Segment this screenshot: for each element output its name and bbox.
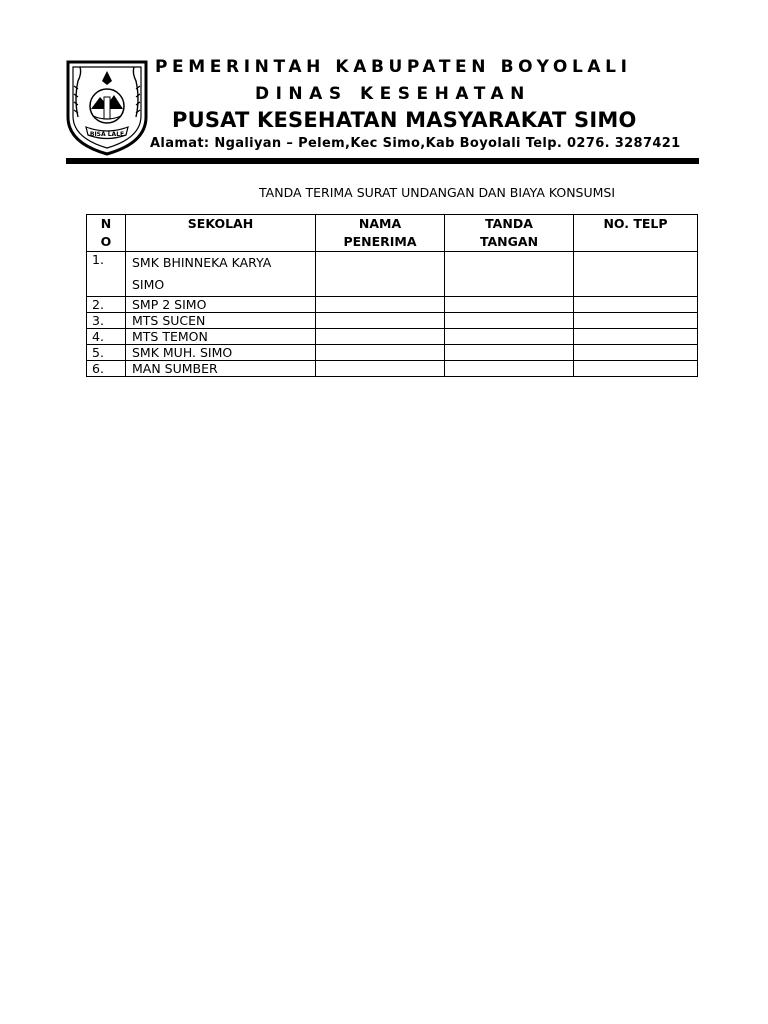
receipt-table — [86, 214, 698, 377]
header-no-line2: O — [100, 234, 112, 249]
table-row — [87, 297, 698, 313]
svg-text:BISA LALE: BISA LALE — [89, 131, 125, 138]
header-sekolah: SEKOLAH — [126, 215, 316, 252]
row-number: 4. — [87, 329, 126, 345]
row-number: 2. — [87, 297, 126, 313]
school-name — [126, 252, 316, 297]
signature-cell[interactable] — [445, 345, 574, 361]
table-header-row — [87, 215, 698, 252]
header-no-telp: NO. TELP — [574, 215, 698, 252]
header-tanda-line1: TANDA — [485, 216, 533, 231]
school-name-line2: SIMO — [132, 277, 165, 292]
school-name: MAN SUMBER — [126, 361, 316, 377]
row-number: 1. — [87, 252, 126, 297]
row-number: 3. — [87, 313, 126, 329]
health-center-name: PUSAT KESEHATAN MASYARAKAT SIMO — [172, 108, 637, 132]
boyolali-regency-emblem — [64, 59, 150, 157]
table-row — [87, 329, 698, 345]
school-name: MTS TEMON — [126, 329, 316, 345]
document-title: TANDA TERIMA SURAT UNDANGAN DAN BIAYA KONSUMSI — [259, 185, 616, 200]
row-number: 6. — [87, 361, 126, 377]
table-row — [87, 361, 698, 377]
school-name: SMP 2 SIMO — [126, 297, 316, 313]
agency-name: DINAS KESEHATAN — [255, 84, 531, 104]
header-no-line1: N — [100, 216, 112, 231]
recipient-name-cell[interactable] — [316, 252, 445, 297]
signature-cell[interactable] — [445, 252, 574, 297]
phone-cell[interactable] — [574, 361, 698, 377]
table-row — [87, 313, 698, 329]
recipient-name-cell[interactable] — [316, 329, 445, 345]
header-nama-line2: PENERIMA — [343, 234, 417, 249]
recipient-name-cell[interactable] — [316, 313, 445, 329]
phone-cell[interactable] — [574, 297, 698, 313]
row-number: 5. — [87, 345, 126, 361]
phone-cell[interactable] — [574, 252, 698, 297]
school-name: MTS SUCEN — [126, 313, 316, 329]
school-name: SMK MUH. SIMO — [126, 345, 316, 361]
recipient-name-cell[interactable] — [316, 345, 445, 361]
header-no — [87, 215, 126, 252]
address-line: Alamat: Ngaliyan – Pelem,Kec Simo,Kab Boyolali Telp. 0276. 3287421 — [150, 136, 681, 151]
school-name-line1: SMK BHINNEKA KARYA — [132, 255, 272, 270]
header-nama-penerima — [316, 215, 445, 252]
table-row — [87, 345, 698, 361]
phone-cell[interactable] — [574, 313, 698, 329]
government-name: PEMERINTAH KABUPATEN BOYOLALI — [155, 57, 632, 77]
signature-cell[interactable] — [445, 297, 574, 313]
phone-cell[interactable] — [574, 345, 698, 361]
signature-cell[interactable] — [445, 329, 574, 345]
recipient-name-cell[interactable] — [316, 297, 445, 313]
header-tanda-line2: TANGAN — [479, 234, 539, 249]
signature-cell[interactable] — [445, 361, 574, 377]
header-nama-line1: NAMA — [358, 216, 402, 231]
recipient-name-cell[interactable] — [316, 361, 445, 377]
header-tanda-tangan — [445, 215, 574, 252]
phone-cell[interactable] — [574, 329, 698, 345]
signature-cell[interactable] — [445, 313, 574, 329]
letterhead-divider — [66, 158, 699, 164]
table-row — [87, 252, 698, 297]
